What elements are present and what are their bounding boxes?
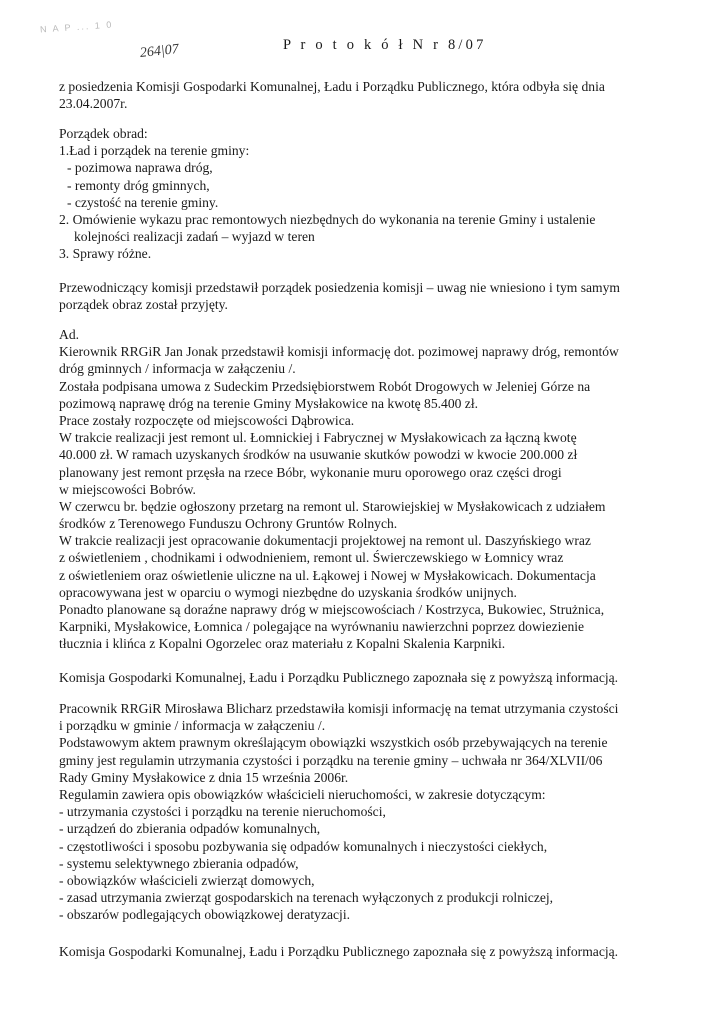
section-line: w miejscowości Bobrów. [59,481,196,497]
section-line: opracowywana jest w oparciu o wymogi niezbędne do uzyskania środków unijnych. [59,584,517,600]
list-item: - systemu selektywnego zbierania odpadów, [59,855,299,871]
section-line: 40.000 zł. W ramach uzyskanych środków na usuwanie skutków powodzi w kwocie 200.000 zł [59,447,578,463]
section-line: środków z Terenowego Funduszu Ochrony Gruntów Rolnych. [59,516,398,532]
chairman-paragraph [59,279,669,313]
section-line: W trakcie realizacji jest opracowanie dokumentacji projektowej na remont ul. Daszyńskiego wraz [59,533,591,549]
intro-line: z posiedzenia Komisji Gospodarki Komunalnej, Ładu i Porządku Publicznego, która odbyła się dnia [59,79,605,94]
note-line: Komisja Gospodarki Komunalnej, Ładu i Porządku Publicznego zapoznała się z powyższą informacją. [59,944,619,959]
section-line: W czerwcu br. będzie ogłoszony przetarg na remont ul. Starowiejskiej w Mysłakowicach z udziałem [59,498,606,514]
section-line: Karpniki, Mysłakowice, Łomnica / polegające na wyrównaniu nawierzchni poprzez dowiezienie [59,619,585,635]
cleanliness-section [59,700,669,923]
section-line: Prace zostały rozpoczęte od miejscowości Dąbrowica. [59,412,355,428]
agenda-subitem: - remonty dróg gminnych, [67,177,210,193]
section-line: pozimową naprawę dróg na terenie Gminy Mysłakowice na kwotę 85.400 zł. [59,395,479,411]
agenda-subitem: - pozimowa naprawa dróg, [67,160,213,176]
section-line: Ad. [59,327,80,342]
list-item: - obszarów podlegających obowiązkowej deratyzacji. [59,907,351,923]
section-line: Podstawowym aktem prawnym określającym obowiązki wszystkich osób przebywających na terenie [59,735,608,751]
note-line: Komisja Gospodarki Komunalnej, Ładu i Porządku Publicznego zapoznała się z powyższą informacją. [59,670,619,685]
section-line: Pracownik RRGiR Mirosława Blicharz przedstawiła komisji informację na temat utrzymania czystości [59,701,619,716]
section-line: Ponadto planowane są doraźne naprawy dróg w miejscowościach / Kostrzyca, Bukowiec, Strużnica, [59,602,605,617]
section-line: planowany jest remont przęsła na rzece Bóbr, wykonanie muru oporowego oraz części drogi [59,464,562,480]
list-item: - zasad utrzymania zwierząt gospodarskich na terenach wyłączonych z produkcji rolniczej, [59,890,554,906]
roads-section [59,326,669,653]
agenda-block [59,125,669,263]
section-line: Kierownik RRGiR Jan Jonak przedstawił komisji informację dot. pozimowej naprawy dróg, remontów [59,344,619,360]
list-item: - obowiązków właścicieli zwierząt domowych, [59,872,315,888]
commission-note-1 [59,669,669,686]
document-title: P r o t o k ó ł N r 8/07 [283,37,487,53]
agenda-subitem: - czystość na terenie gminy. [67,194,219,210]
section-line: Rady Gminy Mysłakowice z dnia 15 września 2006r. [59,769,349,785]
list-item: - częstotliwości i sposobu pozbywania się odpadów komunalnych i nieczystości ciekłych, [59,838,548,854]
section-line: Regulamin zawiera opis obowiązków właścicieli nieruchomości, w zakresie dotyczącym: [59,786,546,802]
agenda-heading: Porządek obrad: [59,126,148,141]
faded-stamp: N A P ... 1 0 [39,19,114,35]
agenda-item-2-continued: kolejności realizacji zadań – wyjazd w teren [74,229,315,245]
section-line: i porządku w gminie / informacja w załączeniu /. [59,718,326,734]
section-line: tłucznia i klińca z Kopalni Ogorzelec oraz materiału z Kopalni Skalenia Karpniki. [59,636,506,652]
agenda-item-2: 2. Omówienie wykazu prac remontowych niezbędnych do wykonania na terenie Gminy i ustalenie [59,211,596,227]
chairman-line: Przewodniczący komisji przedstawił porządek posiedzenia komisji – uwag nie wniesiono i tym samym [59,280,620,295]
section-line: W trakcie realizacji jest remont ul. Łomnickiej i Fabrycznej w Mysłakowicach za łączną kwotę [59,430,577,446]
section-line: z oświetleniem oraz oświetlenie uliczne na ul. Łąkowej i Nowej w Mysłakowicach. Dokumentacja [59,567,596,583]
list-item: - urządzeń do zbierania odpadów komunalnych, [59,821,321,837]
list-item: - utrzymania czystości i porządku na terenie nieruchomości, [59,804,386,820]
section-line: dróg gminnych / informacja w załączeniu /. [59,361,296,377]
intro-paragraph [59,78,669,112]
commission-note-2 [59,943,669,960]
agenda-item-3: 3. Sprawy różne. [59,246,152,262]
chairman-line: porządek obraz został przyjęty. [59,297,228,313]
intro-line: 23.04.2007r. [59,96,128,112]
agenda-item-1: 1.Ład i porządek na terenie gminy: [59,143,250,159]
section-line: gminy jest regulamin utrzymania czystości i porządku na terenie gminy – uchwała nr 364/XLVII/06 [59,752,603,768]
handwritten-registration-number: 264|07 [139,42,180,61]
section-line: z oświetleniem , chodnikami i odwodnieniem, remont ul. Świerczewskiego w Łomnicy wraz [59,550,564,566]
section-line: Została podpisana umowa z Sudeckim Przedsiębiorstwem Robót Drogowych w Jeleniej Górze na [59,378,591,394]
